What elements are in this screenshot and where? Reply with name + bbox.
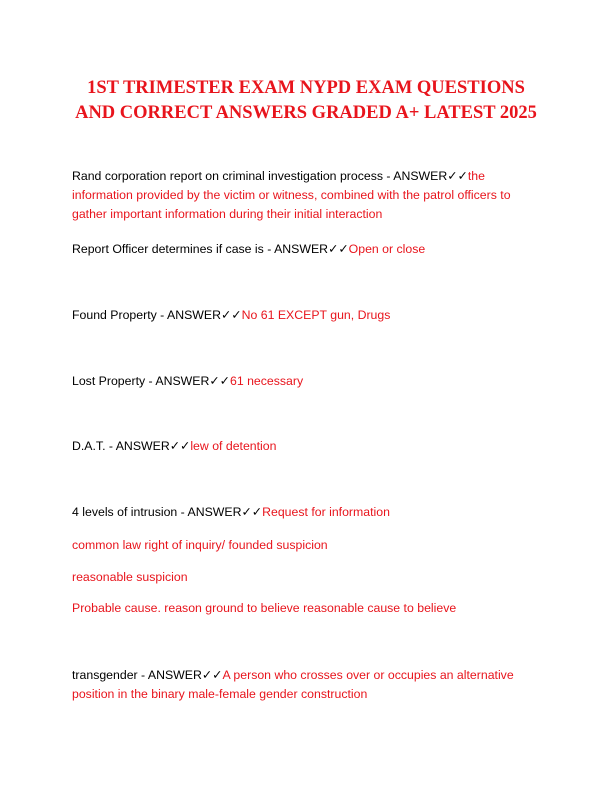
answer-text: lew of detention — [190, 439, 277, 453]
answer-text: No 61 EXCEPT gun, Drugs — [241, 308, 391, 322]
question-text: Lost Property - — [72, 374, 156, 388]
qa-item-found-property — [72, 306, 542, 325]
qa-item-transgender — [72, 666, 542, 704]
document-title — [40, 76, 572, 126]
title-line-2: AND CORRECT ANSWERS GRADED A+ LATEST 2025 — [75, 103, 537, 123]
answer-text: Request for information — [262, 505, 390, 519]
qa-item-levels-of-intrusion — [72, 503, 542, 522]
answer-marker: ANSWER — [274, 242, 329, 256]
double-check-icon: ✓✓ — [221, 308, 242, 322]
double-check-icon: ✓✓ — [209, 374, 230, 388]
question-text: transgender - — [72, 668, 148, 682]
title-line-1: 1ST TRIMESTER EXAM NYPD EXAM QUESTIONS — [87, 78, 525, 98]
answer-text: the information provided by the victim or witness, combined with the patrol officers to gather important information during their initial interaction — [72, 169, 511, 221]
question-text: Report Officer determines if case is - — [72, 242, 275, 256]
double-check-icon: ✓✓ — [241, 505, 263, 519]
intrusion-level-2: common law right of inquiry/ founded suspicion — [72, 538, 328, 552]
qa-item-lost-property — [72, 372, 542, 391]
question-text: Found Property - — [72, 308, 168, 322]
qa-item-dat — [72, 437, 542, 456]
answer-text: Open or close — [348, 242, 426, 256]
question-text: Rand corporation report on criminal investigation process - — [72, 169, 394, 183]
answer-marker: ANSWER — [155, 374, 210, 388]
double-check-icon: ✓✓ — [328, 242, 349, 256]
answer-marker: ANSWER — [115, 439, 170, 453]
answer-text: 61 necessary — [229, 374, 304, 388]
question-text: 4 levels of intrusion - — [72, 505, 188, 519]
intrusion-level-3: reasonable suspicion — [72, 570, 188, 584]
answer-marker: ANSWER — [187, 505, 242, 519]
question-text: D.A.T. - — [72, 439, 116, 453]
double-check-icon: ✓✓ — [447, 169, 468, 183]
qa-item-rand-report — [72, 167, 542, 224]
double-check-icon: ✓✓ — [201, 668, 223, 682]
qa-item-report-officer — [72, 240, 542, 259]
answer-text: A person who crosses over or occupies an alternative position in the binary male-female gender construction — [72, 668, 514, 701]
answer-marker: ANSWER — [393, 169, 448, 183]
intrusion-level-4: Probable cause. reason ground to believe reasonable cause to believe — [72, 601, 457, 615]
answer-marker: ANSWER — [167, 308, 221, 322]
answer-marker: ANSWER — [147, 668, 202, 682]
double-check-icon: ✓✓ — [169, 439, 191, 453]
